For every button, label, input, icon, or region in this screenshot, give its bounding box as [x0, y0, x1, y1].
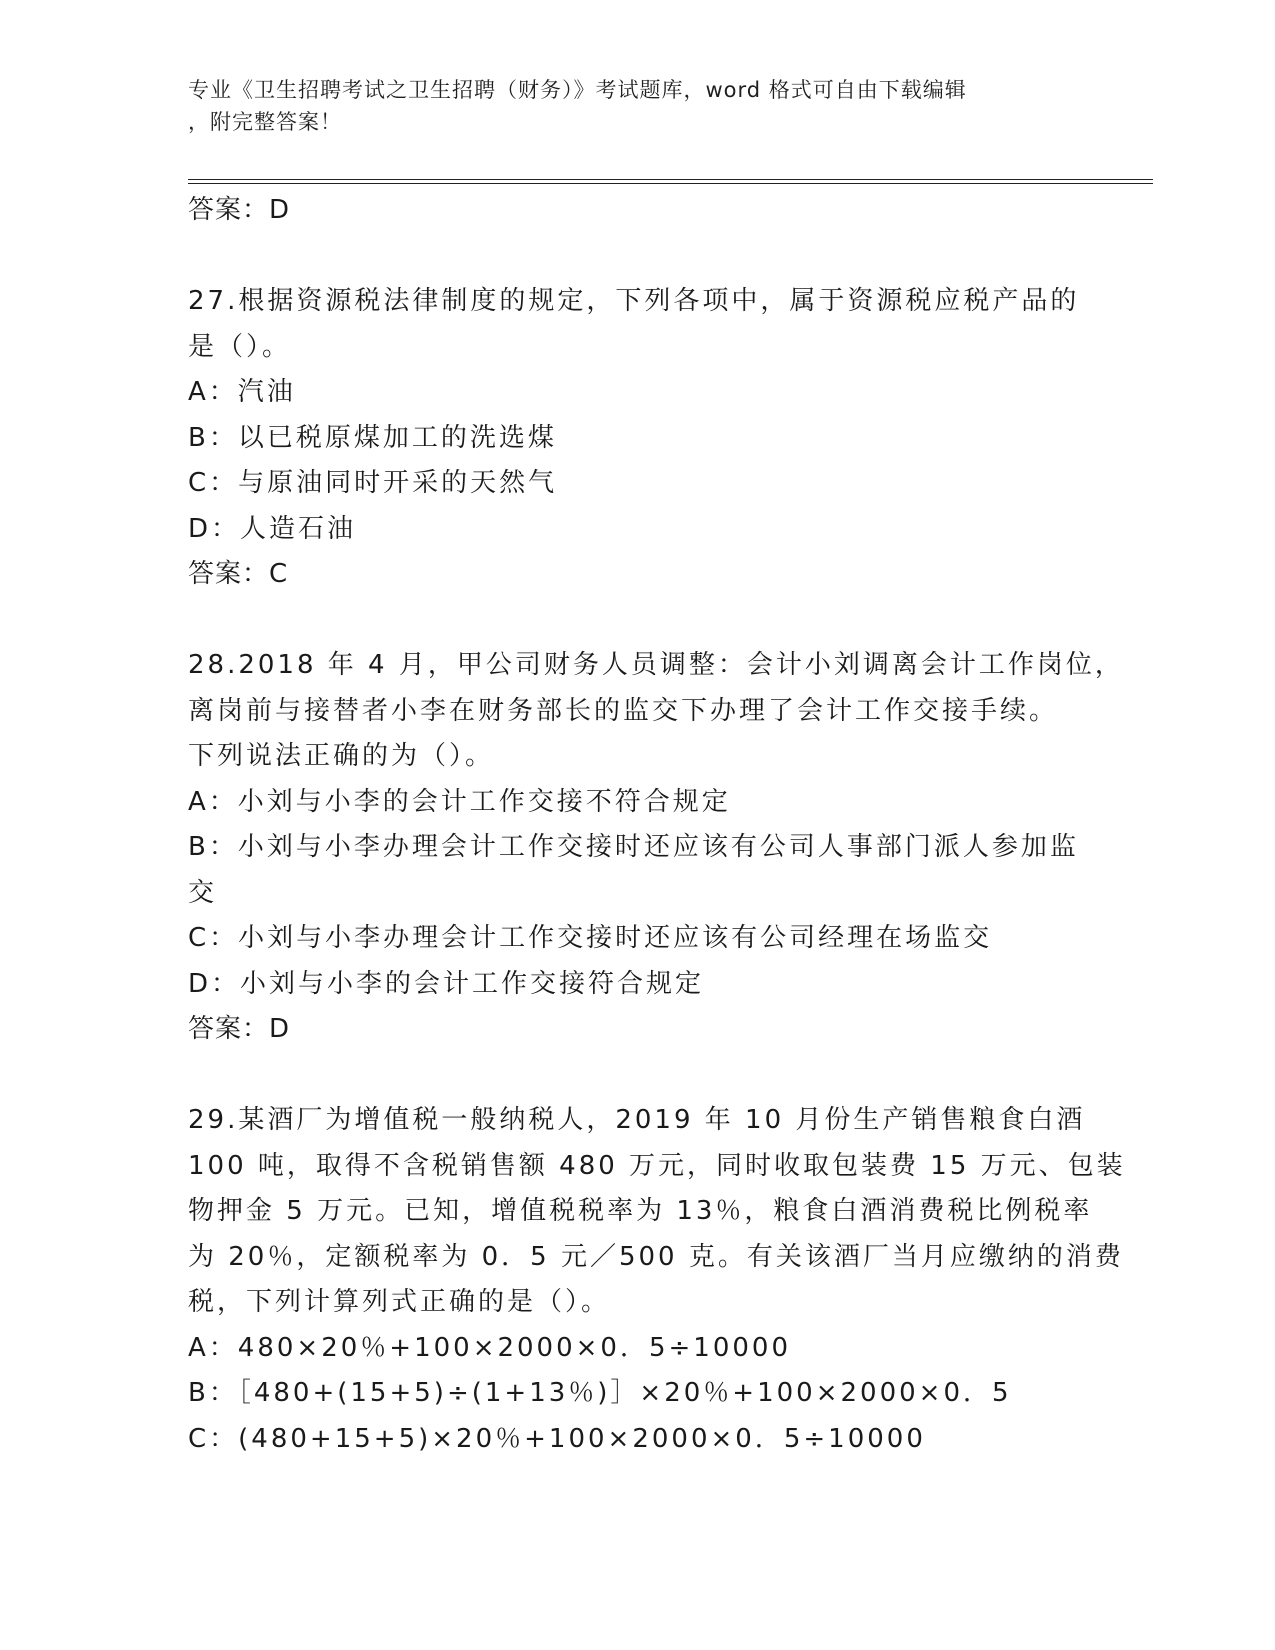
question-28-option-c: C：小刘与小李办理会计工作交接时还应该有公司经理在场监交: [188, 923, 993, 953]
page-header: [188, 74, 1088, 138]
question-28-option-b-line-1: B：小刘与小李办理会计工作交接时还应该有公司人事部门派人参加监: [188, 832, 1079, 862]
spacer: [188, 1053, 1088, 1099]
question-29-stem-line-2: 100 吨，取得不含税销售额 480 万元，同时收取包装费 15 万元、包装: [188, 1150, 1126, 1181]
question-28-stem-line-1: 28.2018 年 4 月，甲公司财务人员调整：会计小刘调离会计工作岗位，: [188, 650, 1124, 680]
question-27-option-c: C：与原油同时开采的天然气: [188, 468, 558, 498]
question-27-stem-line-1: 27.根据资源税法律制度的规定，下列各项中，属于资源税应税产品的: [188, 286, 1080, 316]
question-29-stem-line-4: 为 20％，定额税率为 0．5 元／500 克。有关该酒厂当月应缴纳的消费: [188, 1241, 1124, 1272]
question-list: [188, 188, 1126, 1462]
spacer: [188, 234, 1088, 280]
question-27-option-a: A：汽油: [188, 377, 296, 407]
header-line-2: ，附完整答案！: [188, 110, 342, 134]
question-27: [188, 279, 1088, 598]
question-29-option-c: C：(480+15+5)×20％+100×2000×0．5÷10000: [188, 1423, 926, 1454]
header-line-1: 专业《卫生招聘考试之卫生招聘（财务）》考试题库，word 格式可自由下载编辑: [188, 78, 967, 102]
question-27-answer: 答案：C: [188, 559, 289, 589]
question-29-stem-line-3: 物押金 5 万元。已知，增值税税率为 13％，粮食白酒消费税比例税率: [188, 1196, 1093, 1226]
question-28-option-b-line-2: 交: [188, 877, 218, 908]
spacer: [188, 598, 1088, 644]
question-27-option-d: D：人造石油: [188, 513, 357, 544]
question-28-answer: 答案：D: [188, 1014, 291, 1044]
question-28-stem-line-3: 下列说法正确的为（）。: [188, 741, 495, 771]
header-divider-bottom: [188, 183, 1153, 184]
question-27-option-b: B：以已税原煤加工的洗选煤: [188, 422, 557, 453]
question-28-option-d: D：小刘与小李的会计工作交接符合规定: [188, 968, 705, 999]
question-29-stem-line-5: 税，下列计算列式正确的是（）。: [188, 1287, 611, 1317]
header-divider-top: [188, 179, 1153, 180]
question-29-stem-line-1: 29.某酒厂为增值税一般纳税人，2019 年 10 月份生产销售粮食白酒: [188, 1105, 1086, 1135]
answer-previous-question: 答案：D: [188, 195, 291, 225]
question-29: [188, 1098, 1126, 1462]
question-28: [188, 643, 1124, 1053]
question-28-option-a: A：小刘与小李的会计工作交接不符合规定: [188, 786, 731, 817]
question-27-stem-line-2: 是（）。: [188, 331, 292, 362]
question-28-stem-line-2: 离岗前与接替者小李在财务部长的监交下办理了会计工作交接手续。: [188, 695, 1059, 726]
question-29-option-a: A：480×20％+100×2000×0．5÷10000: [188, 1332, 792, 1363]
question-29-option-b: B：［480+(15+5)÷(1+13％)］×20％+100×2000×0．5: [188, 1378, 1012, 1408]
